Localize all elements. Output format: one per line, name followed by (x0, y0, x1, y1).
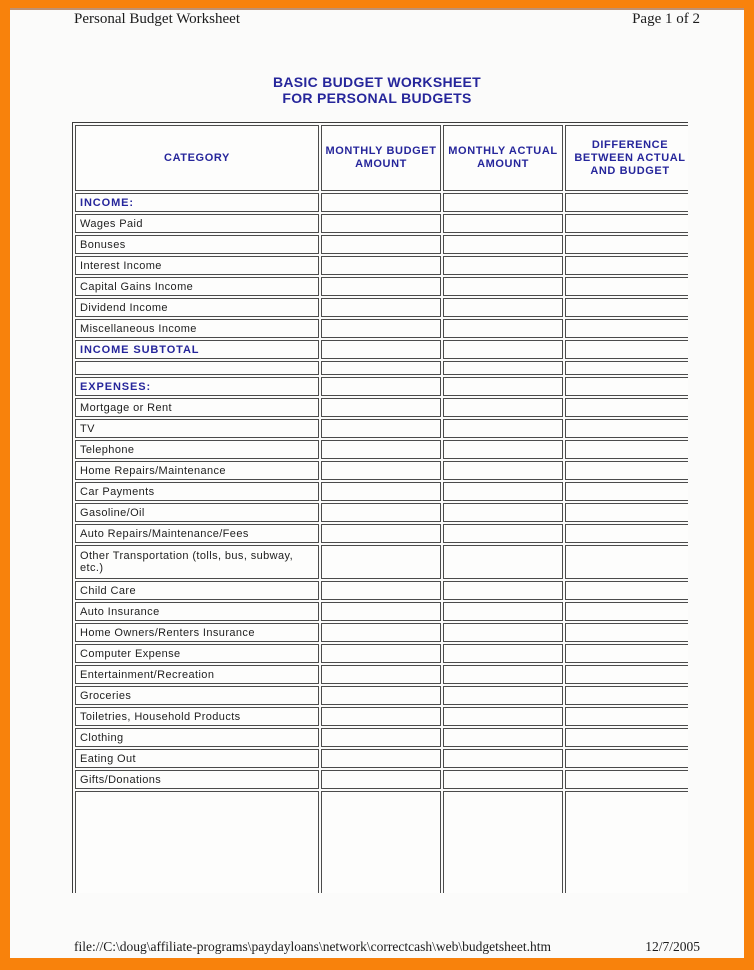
budget-amount-cell (321, 503, 441, 522)
budget-amount-cell (321, 277, 441, 296)
actual-amount-cell (443, 524, 563, 543)
budget-amount-cell (321, 193, 441, 212)
table-row (75, 398, 688, 417)
category-cell: Dividend Income (75, 298, 319, 317)
actual-amount-cell (443, 419, 563, 438)
worksheet-title-line2: FOR PERSONAL BUDGETS (282, 90, 472, 106)
budget-amount-cell (321, 581, 441, 600)
category-cell: Home Owners/Renters Insurance (75, 623, 319, 642)
footer-date: 12/7/2005 (645, 939, 700, 954)
table-row (75, 791, 688, 893)
difference-cell (565, 256, 688, 275)
budget-table (72, 122, 688, 893)
category-cell: TV (75, 419, 319, 438)
table-row (75, 644, 688, 663)
difference-cell (565, 377, 688, 396)
category-cell: Gasoline/Oil (75, 503, 319, 522)
category-cell: Clothing (75, 728, 319, 747)
table-row (75, 235, 688, 254)
actual-amount-cell (443, 298, 563, 317)
category-cell: INCOME: (75, 193, 319, 212)
budget-amount-cell (321, 707, 441, 726)
difference-cell (565, 419, 688, 438)
actual-amount-cell (443, 440, 563, 459)
actual-amount-cell (443, 277, 563, 296)
actual-amount-cell (443, 581, 563, 600)
category-cell (75, 361, 319, 375)
table-row (75, 545, 688, 579)
table-row (75, 214, 688, 233)
budget-amount-cell (321, 319, 441, 338)
difference-cell (565, 707, 688, 726)
actual-amount-cell (443, 361, 563, 375)
table-row (75, 361, 688, 375)
table-row (75, 419, 688, 438)
category-cell: INCOME SUBTOTAL (75, 340, 319, 359)
category-cell: Computer Expense (75, 644, 319, 663)
difference-cell (565, 461, 688, 480)
budget-amount-cell (321, 398, 441, 417)
table-row (75, 256, 688, 275)
table-row (75, 602, 688, 621)
print-footer (74, 939, 700, 955)
difference-cell (565, 581, 688, 600)
actual-amount-cell (443, 665, 563, 684)
budget-amount-cell (321, 298, 441, 317)
budget-amount-cell (321, 770, 441, 789)
difference-cell (565, 398, 688, 417)
table-row (75, 749, 688, 768)
category-cell: EXPENSES: (75, 377, 319, 396)
category-cell: Toiletries, Household Products (75, 707, 319, 726)
table-row (75, 707, 688, 726)
actual-amount-cell (443, 482, 563, 501)
table-row (75, 377, 688, 396)
table-row (75, 503, 688, 522)
actual-amount-cell (443, 398, 563, 417)
table-row (75, 581, 688, 600)
difference-cell (565, 728, 688, 747)
actual-amount-cell (443, 602, 563, 621)
difference-cell (565, 482, 688, 501)
budget-amount-cell (321, 602, 441, 621)
worksheet-title (10, 74, 744, 106)
actual-amount-cell (443, 461, 563, 480)
table-header-row (75, 125, 688, 191)
budget-amount-cell (321, 665, 441, 684)
difference-cell (565, 503, 688, 522)
actual-amount-cell (443, 319, 563, 338)
category-cell: Auto Repairs/Maintenance/Fees (75, 524, 319, 543)
actual-amount-cell (443, 644, 563, 663)
difference-cell (565, 524, 688, 543)
table-row (75, 524, 688, 543)
actual-amount-cell (443, 686, 563, 705)
difference-cell (565, 665, 688, 684)
budget-amount-cell (321, 440, 441, 459)
budget-amount-cell (321, 644, 441, 663)
table-row (75, 623, 688, 642)
budget-amount-cell (321, 791, 441, 893)
difference-cell (565, 361, 688, 375)
difference-cell (565, 770, 688, 789)
table-row (75, 193, 688, 212)
difference-cell (565, 440, 688, 459)
table-row (75, 728, 688, 747)
actual-amount-cell (443, 545, 563, 579)
table-row (75, 319, 688, 338)
category-cell: Gifts/Donations (75, 770, 319, 789)
difference-cell (565, 235, 688, 254)
category-cell: Eating Out (75, 749, 319, 768)
category-cell: Car Payments (75, 482, 319, 501)
actual-amount-cell (443, 623, 563, 642)
table-row (75, 461, 688, 480)
difference-cell (565, 298, 688, 317)
budget-amount-cell (321, 728, 441, 747)
doc-header-title: Personal Budget Worksheet (74, 11, 240, 27)
column-header-category: CATEGORY (75, 125, 319, 191)
category-cell: Home Repairs/Maintenance (75, 461, 319, 480)
table-row (75, 686, 688, 705)
category-cell: Bonuses (75, 235, 319, 254)
table-row (75, 482, 688, 501)
table-row (75, 340, 688, 359)
budget-amount-cell (321, 749, 441, 768)
budget-amount-cell (321, 545, 441, 579)
actual-amount-cell (443, 235, 563, 254)
category-cell: Child Care (75, 581, 319, 600)
actual-amount-cell (443, 193, 563, 212)
category-cell: Miscellaneous Income (75, 319, 319, 338)
table-row (75, 277, 688, 296)
category-cell: Entertainment/Recreation (75, 665, 319, 684)
difference-cell (565, 749, 688, 768)
table-row (75, 665, 688, 684)
budget-amount-cell (321, 235, 441, 254)
budget-amount-cell (321, 256, 441, 275)
frame-inner-shadow (10, 8, 744, 10)
table-row (75, 440, 688, 459)
actual-amount-cell (443, 770, 563, 789)
budget-amount-cell (321, 686, 441, 705)
worksheet-title-line1: BASIC BUDGET WORKSHEET (272, 74, 482, 90)
difference-cell (565, 791, 688, 893)
budget-amount-cell (321, 361, 441, 375)
column-header-monthly-budget: MONTHLY BUDGET AMOUNT (321, 125, 441, 191)
difference-cell (565, 277, 688, 296)
actual-amount-cell (443, 340, 563, 359)
category-cell: Groceries (75, 686, 319, 705)
category-cell: Wages Paid (75, 214, 319, 233)
difference-cell (565, 545, 688, 579)
difference-cell (565, 193, 688, 212)
actual-amount-cell (443, 749, 563, 768)
budget-amount-cell (321, 419, 441, 438)
difference-cell (565, 319, 688, 338)
difference-cell (565, 686, 688, 705)
difference-cell (565, 623, 688, 642)
budget-amount-cell (321, 377, 441, 396)
difference-cell (565, 602, 688, 621)
category-cell: Other Transportation (tolls, bus, subway, etc.) (75, 545, 319, 579)
difference-cell (565, 644, 688, 663)
difference-cell (565, 214, 688, 233)
budget-amount-cell (321, 214, 441, 233)
difference-cell (565, 340, 688, 359)
footer-file-path: file://C:\doug\affiliate-programs\paydayloans\network\correctcash\web\budgetsheet.htm (74, 939, 551, 954)
actual-amount-cell (443, 707, 563, 726)
table-row (75, 298, 688, 317)
budget-table-container (72, 122, 688, 893)
doc-header-page-indicator: Page 1 of 2 (632, 11, 700, 27)
category-cell: Interest Income (75, 256, 319, 275)
table-row (75, 770, 688, 789)
category-cell: Capital Gains Income (75, 277, 319, 296)
footer-spacer (584, 939, 612, 955)
budget-amount-cell (321, 524, 441, 543)
budget-amount-cell (321, 461, 441, 480)
actual-amount-cell (443, 791, 563, 893)
actual-amount-cell (443, 256, 563, 275)
budget-amount-cell (321, 340, 441, 359)
actual-amount-cell (443, 214, 563, 233)
actual-amount-cell (443, 728, 563, 747)
print-header (74, 11, 700, 28)
category-cell: Auto Insurance (75, 602, 319, 621)
category-cell: Telephone (75, 440, 319, 459)
column-header-monthly-actual: MONTHLY ACTUAL AMOUNT (443, 125, 563, 191)
category-cell: Mortgage or Rent (75, 398, 319, 417)
actual-amount-cell (443, 503, 563, 522)
column-header-difference: DIFFERENCE BETWEEN ACTUAL AND BUDGET (565, 125, 688, 191)
category-cell (75, 791, 319, 893)
budget-amount-cell (321, 482, 441, 501)
actual-amount-cell (443, 377, 563, 396)
budget-amount-cell (321, 623, 441, 642)
